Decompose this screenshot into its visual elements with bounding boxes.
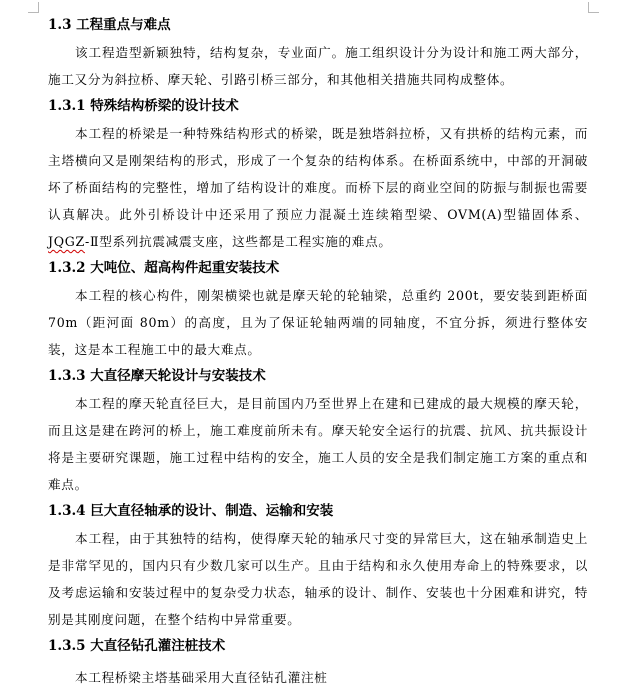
- subsection-heading-1-3-5: 1.3.5 大直径钻孔灌注桩技术: [48, 638, 226, 654]
- subsection-paragraph-1-3-4: 本工程，由于其独特的结构，使得摩天轮的轴承尺寸变的异常巨大，这在轴承制造史上是非常罕见的，国内只有少数几家可以生产。且由于结构和永久使用寿命上的特殊要求，以及考虑运输和安装过程中的复杂受力状态，轴承的设计、制作、安装也十分困难和讲究，特别是其刚度问题，在整个结构中异常重要。: [48, 531, 588, 627]
- subsection-heading-1-3-1: 1.3.1 特殊结构桥梁的设计技术: [48, 98, 239, 114]
- cut-off-line: [0, 662, 625, 685]
- top-right-margin-mark: [588, 2, 599, 13]
- subsection-paragraph-1-3-2: 本工程的核心构件，刚架横梁也就是摩天轮的轮轴梁，总重约 200t，要安装到距桥面 70m（距河面 80m）的高度，且为了保证轮轴两端的同轴度，不宜分拆，须进行整体安装，这是本工程施工中的最大难点。: [48, 288, 588, 357]
- subsection-heading-1-3-3: 1.3.3 大直径摩天轮设计与安装技术: [48, 368, 266, 384]
- spellcheck-marked-text: JQGZ: [48, 234, 85, 249]
- document-body: [48, 12, 588, 660]
- section-heading: 1.3 工程重点与难点: [48, 17, 171, 33]
- paragraph-text: 本工程的桥梁是一种特殊结构形式的桥梁，既是独塔斜拉桥，又有拱桥的结构元素，而主塔横向又是刚架结构的形式，形成了一个复杂的结构体系。在桥面系统中，中部的开洞破坏了桥面结构的完整性，增加了结构设计的难度。而桥下层的商业空间的防振与制振也需要认真解决。此外引桥设计中还采用了预应力混凝土连续箱型梁、OVM(A)型锚固体系、: [48, 126, 588, 222]
- top-left-margin-mark: [28, 2, 39, 13]
- paragraph-text: -Ⅱ型系列抗震减震支座，这些都是工程实施的难点。: [84, 234, 392, 249]
- subsection-heading-1-3-2: 1.3.2 大吨位、超高构件起重安装技术: [48, 260, 280, 276]
- subsection-paragraph-1-3-1: [48, 120, 588, 255]
- subsection-paragraph-1-3-3: 本工程的摩天轮直径巨大，是目前国内乃至世界上在建和已建成的最大规模的摩天轮，而且这是建在跨河的桥上，施工难度前所未有。摩天轮安全运行的抗震、抗风、抗共振设计将是主要研究课题，施工过程中结构的安全，施工人员的安全是我们制定施工方案的重点和难点。: [48, 396, 588, 492]
- section-intro-paragraph: 该工程造型新颖独特，结构复杂，专业面广。施工组织设计分为设计和施工两大部分，施工又分为斜拉桥、摩天轮、引路引桥三部分，和其他相关措施共同构成整体。: [48, 45, 588, 87]
- cut-off-paragraph-text: 本工程桥梁主塔基础采用大直径钻孔灌注桩: [75, 670, 328, 685]
- subsection-heading-1-3-4: 1.3.4 巨大直径轴承的设计、制造、运输和安装: [48, 503, 334, 519]
